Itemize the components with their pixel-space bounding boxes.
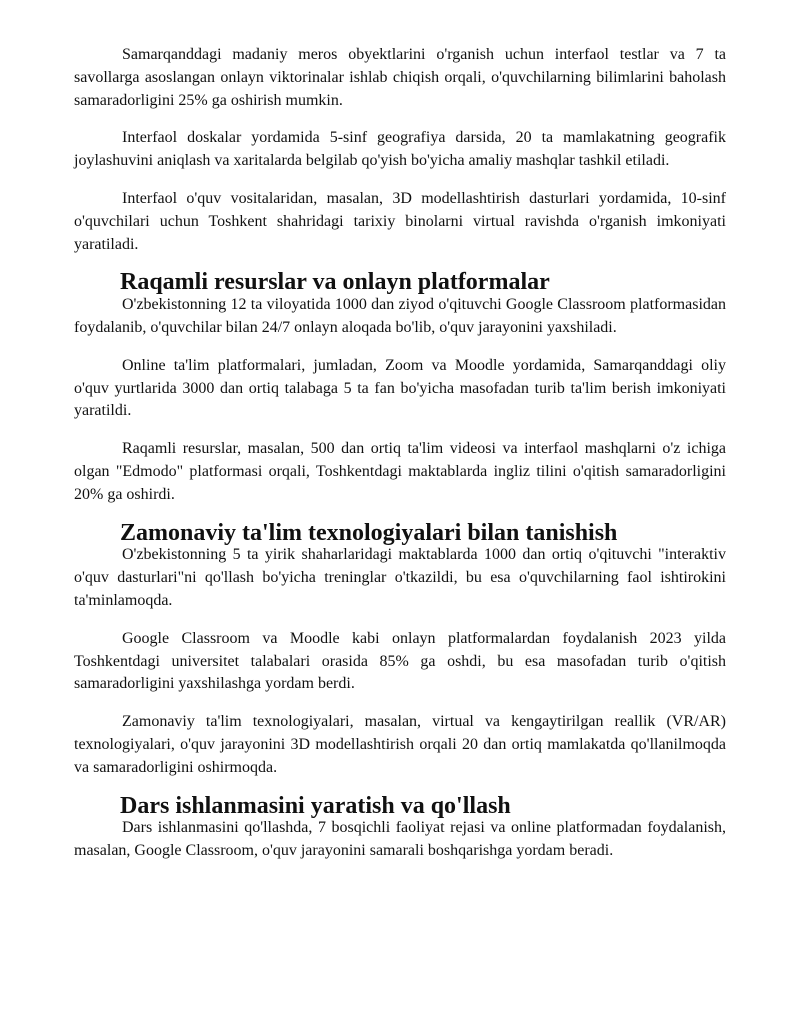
paragraph-3d-modeling: Interfaol o'quv vositalaridan, masalan, 3D modellashtirish dasturlari yordamida, 10-sinf o'quvchilari uchun Toshkent shahridagi tarixiy binolarni virtual ravishda o'rganish imkoniyati yaratiladi. (74, 189, 726, 253)
document-page (74, 44, 726, 863)
paragraph-edmodo: Raqamli resurslar, masalan, 500 dan ortiq ta'lim videosi va interfaol mashqlarni o'z ichiga olgan "Edmodo" platformasi orqali, Toshkentdagi maktablarda ingliz tilini o'qitish samaradorligini 20% ga oshirdi. (74, 440, 726, 503)
paragraph-cultural-heritage: Samarqanddagi madaniy meros obyektlarini o'rganish uchun interfaol testlar va 7 ta savollarga asoslangan onlayn viktorinalar ishlab chiqish orqali, o'quvchilarning bilimlarini baholash samaradorligini 25% ga oshirish mumkin. (74, 46, 726, 109)
heading-digital-resources: Raqamli resurslar va onlayn platformalar (120, 269, 550, 296)
paragraph-vr-ar: Zamonaviy ta'lim texnologiyalari, masalan, virtual va kengaytirilgan reallik (VR/AR) texnologiyalari, o'quv jarayonini 3D modellashtirish orqali 20 dan ortiq mamlakatda qo'llanilmoqda va samaradorligini oshirmoqda. (74, 713, 726, 776)
paragraph-interactive-boards: Interfaol doskalar yordamida 5-sinf geografiya darsida, 20 ta mamlakatning geografik joylashuvini aniqlash va xaritalarda belgilab qo'yish bo'yicha amaliy mashqlar tashkil etiladi. (74, 129, 726, 170)
paragraph-teacher-trainings: O'zbekistonning 5 ta yirik shaharlaridagi maktablarda 1000 dan ortiq o'qituvchi "interaktiv o'quv dasturlari"ni qo'llash bo'yicha treninglar o'tkazildi, bu esa o'quvchilarning faol ishtirokini ta'minlamoqda. (74, 546, 726, 609)
paragraph-online-platforms: Online ta'lim platformalari, jumladan, Zoom va Moodle yordamida, Samarqanddagi oliy o'quv yurtlarida 3000 dan ortiq talabaga 5 ta fan bo'yicha masofadan turib ta'lim berish imkoniyati yaratildi. (74, 356, 726, 420)
paragraph-google-classroom-regions: O'zbekistonning 12 ta viloyatida 1000 dan ziyod o'qituvchi Google Classroom platformasidan foydalanib, o'quvchilar bilan 24/7 onlayn aloqada bo'lib, o'quv jarayonini yaxshiladi. (74, 296, 726, 336)
heading-modern-technologies: Zamonaviy ta'lim texnologiyalari bilan tanishish (120, 519, 618, 546)
paragraph-platform-usage: Google Classroom va Moodle kabi onlayn platformalardan foydalanish 2023 yilda Toshkentdagi universitet talabalari orasida 85% ga oshdi, bu esa masofadan turib o'qitish samaradorligini yaxshilashga yordam berdi. (74, 629, 726, 693)
heading-lesson-plan: Dars ishlanmasini yaratish va qo'llash (120, 792, 511, 819)
paragraph-lesson-plan: Dars ishlanmasini qo'llashda, 7 bosqichli faoliyat rejasi va online platformadan foydalanish, masalan, Google Classroom, o'quv jarayonini samarali boshqarishga yordam beradi. (74, 819, 726, 860)
